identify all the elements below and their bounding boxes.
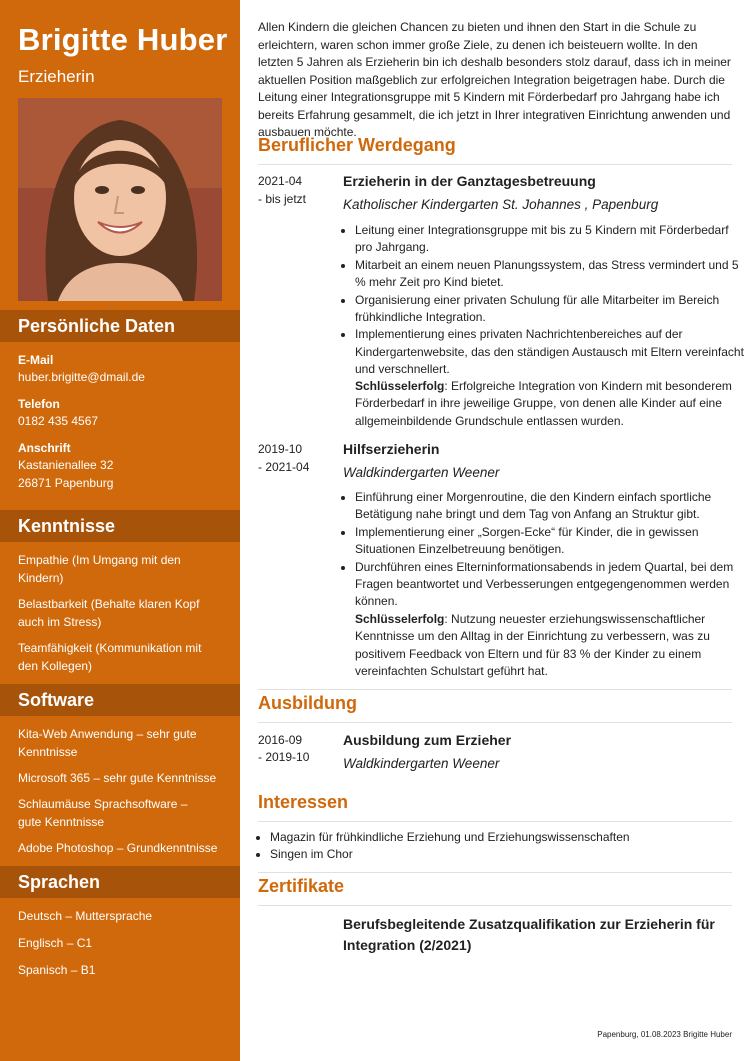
language-item: Spanisch – B1 <box>18 963 96 977</box>
email-label: E-Mail <box>18 353 54 367</box>
key-achievement-text: : Nutzung neuester erziehungswissenschaftlicher Kenntnisse um den Alltag in der Einrichtung zu verbessern, was zu positivem Feedback von Eltern und für 83 % der Kinder zu einem vereinfachten Schulstart geführt hat. <box>355 612 710 679</box>
job-date-from: 2021-04 <box>258 174 303 188</box>
phone-value: 0182 435 4567 <box>18 414 99 428</box>
job-date-from: 2019-10 <box>258 442 303 456</box>
language-item: Englisch – C1 <box>18 936 93 950</box>
address-street: Kastanienallee 32 <box>18 458 114 472</box>
list-item: • Einführung einer Morgenroutine, die den Kindern einfach sportliche Betätigung nahe bringt und dem Tag von Anfang an Struktur gibt. <box>355 489 745 524</box>
education-title: Ausbildung zum Erzieher <box>343 732 512 748</box>
education-heading: Ausbildung <box>258 693 357 713</box>
list-item: • Implementierung einer „Sorgen-Ecke“ für Kinder, die in gewissen Situationen Einzelbetreuung benötigen. <box>355 524 745 559</box>
list-item: • Singen im Chor <box>270 846 660 863</box>
job-title: Hilfserzieherin <box>343 441 440 457</box>
divider <box>258 872 732 873</box>
list-item: • Durchführen eines Elterninformationsabends in jedem Quartal, bei dem Fragen beantwortet und Verbesserungen entgegengenommen werden können. <box>355 559 745 611</box>
candidate-name: Brigitte Huber <box>18 22 228 57</box>
software-item: Microsoft 365 – sehr gute Kenntnisse <box>18 771 217 785</box>
personal-data-header <box>0 310 240 342</box>
interests-section-header <box>258 791 732 822</box>
job-organization: Waldkindergarten Weener <box>343 465 500 480</box>
skills-heading: Kenntnisse <box>18 516 116 536</box>
intro-text: Allen Kindern die gleichen Chancen zu bieten und ihnen den Start in die Schule zu erleichtern, waren schon immer große Ziele, zu denen ich beisteuern wollte. In den letzten 5 Jahren als Erzieherin bin ich deshalb besonders stolz darauf, dass ich in meiner aktuellen Position maßgeblich zur erfolgreichen Integration beigetragen habe. Durch die Leitung einer Integrationsgruppe mit 5 Kindern mit Förderbedarf pro Jahrgang habe ich bereits Erfahrung gesammelt, die ich jetzt in Ihrer integrativen Einrichtung anwenden und ausbauen möchte. <box>258 20 731 139</box>
job-bullets <box>343 222 745 379</box>
profile-photo <box>18 98 222 301</box>
software-header <box>0 684 240 716</box>
list-item: • Organisierung einer privaten Schulung für alle Mitarbeiter im Bereich frühkindliche Integration. <box>355 292 745 327</box>
certificates-heading: Zertifikate <box>258 876 345 896</box>
education-organization: Waldkindergarten Weener <box>343 756 500 771</box>
job-date-to: - 2021-04 <box>258 460 310 474</box>
languages-header <box>0 866 240 898</box>
key-achievement <box>355 378 733 430</box>
key-achievement-label: Schlüsselerfolg <box>355 612 445 626</box>
personal-data-heading: Persönliche Daten <box>18 316 176 336</box>
skills-header <box>0 510 240 542</box>
certificate-title: Berufsbegleitende Zusatzqualifikation zur Erzieherin für Integration (2/2021) <box>343 916 715 953</box>
key-achievement-label: Schlüsselerfolg <box>355 379 445 393</box>
software-item: Kita-Web Anwendung – sehr gute Kenntnisse <box>18 727 197 759</box>
skill-item: Teamfähigkeit (Kommunikation mit den Kollegen) <box>18 641 202 673</box>
job-title: Erzieherin in der Ganztagesbetreuung <box>343 173 596 189</box>
software-item: Schlaumäuse Sprachsoftware – gute Kenntnisse <box>18 797 188 829</box>
key-achievement <box>355 611 733 681</box>
education-section-header <box>258 692 732 723</box>
software-heading: Software <box>18 690 95 710</box>
job-date-to: - bis jetzt <box>258 192 307 206</box>
skill-item: Belastbarkeit (Behalte klaren Kopf auch im Stress) <box>18 597 200 629</box>
candidate-title: Erzieherin <box>18 67 95 86</box>
experience-heading: Beruflicher Werdegang <box>258 135 456 155</box>
certificates-section-header <box>258 875 732 906</box>
job-organization: Katholischer Kindergarten St. Johannes , Papenburg <box>343 197 659 212</box>
software-item: Adobe Photoshop – Grundkenntnisse <box>18 841 218 855</box>
education-date-to: - 2019-10 <box>258 750 310 764</box>
list-item: • Mitarbeit an einem neuen Planungssystem, das Stress vermindert und 5 % mehr Zeit pro Kind bietet. <box>355 257 745 292</box>
address-label: Anschrift <box>18 441 71 455</box>
portrait-illustration <box>18 98 222 301</box>
skill-item: Empathie (Im Umgang mit den Kindern) <box>18 553 181 585</box>
interests-heading: Interessen <box>258 792 349 812</box>
key-achievement-text: : Erfolgreiche Integration von Kindern mit besonderem Förderbedarf in ihre jeweilige Gruppe, von denen alle Kinder auf eine allgemeinbildende Grundschule entlassen wurden. <box>355 379 732 428</box>
education-date-from: 2016-09 <box>258 733 303 747</box>
footer-signature: Papenburg, 01.08.2023 Brigitte Huber <box>597 1030 732 1039</box>
job-bullets <box>343 489 745 611</box>
sidebar <box>0 0 240 1061</box>
address-city: 26871 Papenburg <box>18 476 114 490</box>
list-item: • Leitung einer Integrationsgruppe mit bis zu 5 Kindern mit Förderbedarf pro Jahrgang. <box>355 222 745 257</box>
email-value: huber.brigitte@dmail.de <box>18 370 145 384</box>
language-item: Deutsch – Muttersprache <box>18 909 153 923</box>
list-item: • Implementierung eines privaten Nachrichtenbereiches auf der Kindergartenwebsite, das den ständigen Austausch mit Eltern vereinfacht und verschnellert. <box>355 326 745 378</box>
experience-section-header <box>258 134 732 165</box>
list-item: • Magazin für frühkindliche Erziehung und Erziehungswissenschaften <box>270 829 660 846</box>
divider <box>258 689 732 690</box>
interests-list <box>258 829 660 864</box>
phone-label: Telefon <box>18 397 60 411</box>
languages-heading: Sprachen <box>18 872 101 892</box>
